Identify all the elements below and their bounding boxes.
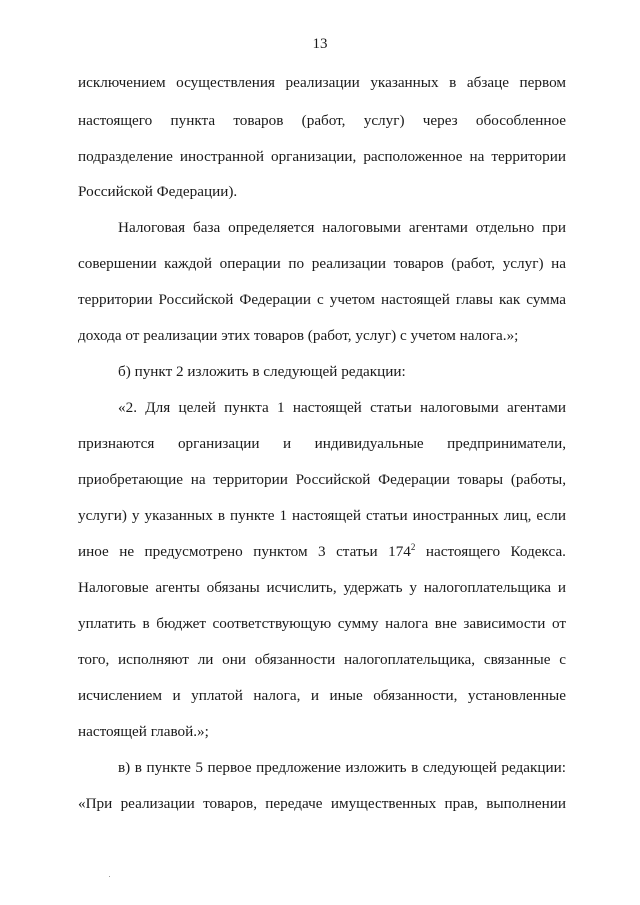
paragraph-4-line-8: того, исполняют ли они обязанности налогоплательщика, связанные с xyxy=(78,651,566,668)
paragraph-4-line-7: уплатить в бюджет соответствующую сумму налога вне зависимости от xyxy=(78,615,566,632)
paragraph-4-line-4: услуги) у указанных в пункте 1 настоящей статьи иностранных лиц, если xyxy=(78,507,566,524)
paragraph-4-line-5-text: иное не предусмотрено пунктом 3 статьи 174 xyxy=(78,543,411,560)
paragraph-4-line-5-tail: настоящего Кодекса. xyxy=(415,543,566,560)
paragraph-1-line-2: настоящего пункта товаров (работ, услуг) через обособленное xyxy=(78,112,566,129)
paragraph-6-line-1: «При реализации товаров, передаче имущественных прав, выполнении xyxy=(78,795,566,812)
paragraph-2-line-3: территории Российской Федерации с учетом настоящей главы как сумма xyxy=(78,291,566,308)
paragraph-5-line-1: в) в пункте 5 первое предложение изложить в следующей редакции: xyxy=(118,759,566,776)
paragraph-1-line-3: подразделение иностранной организации, расположенное на территории xyxy=(78,148,566,165)
paragraph-4-line-3: приобретающие на территории Российской Федерации товары (работы, xyxy=(78,471,566,488)
paragraph-1-line-1: исключением осуществления реализации указанных в абзаце первом xyxy=(78,74,566,91)
page-number: 13 xyxy=(312,36,328,52)
paragraph-2-line-4: дохода от реализации этих товаров (работ, услуг) с учетом налога.»; xyxy=(78,327,519,344)
paragraph-3-line-1: б) пункт 2 изложить в следующей редакции: xyxy=(118,363,406,380)
superscript-2: 2 xyxy=(410,542,416,552)
scan-speck xyxy=(109,876,110,877)
paragraph-4-line-5 xyxy=(78,542,566,562)
paragraph-4-line-9: исчислением и уплатой налога, и иные обязанности, установленные xyxy=(78,687,566,704)
paragraph-1-line-4: Российской Федерации). xyxy=(78,183,238,200)
paragraph-4-line-6: Налоговые агенты обязаны исчислить, удержать у налогоплательщика и xyxy=(78,579,566,596)
paragraph-4-line-1: «2. Для целей пункта 1 настоящей статьи налоговыми агентами xyxy=(118,399,566,416)
paragraph-4-line-2: признаются организации и индивидуальные предприниматели, xyxy=(78,435,566,452)
paragraph-2-line-2: совершении каждой операции по реализации товаров (работ, услуг) на xyxy=(78,255,566,272)
paragraph-2-line-1: Налоговая база определяется налоговыми агентами отдельно при xyxy=(118,219,566,236)
paragraph-4-line-10: настоящей главой.»; xyxy=(78,723,209,740)
